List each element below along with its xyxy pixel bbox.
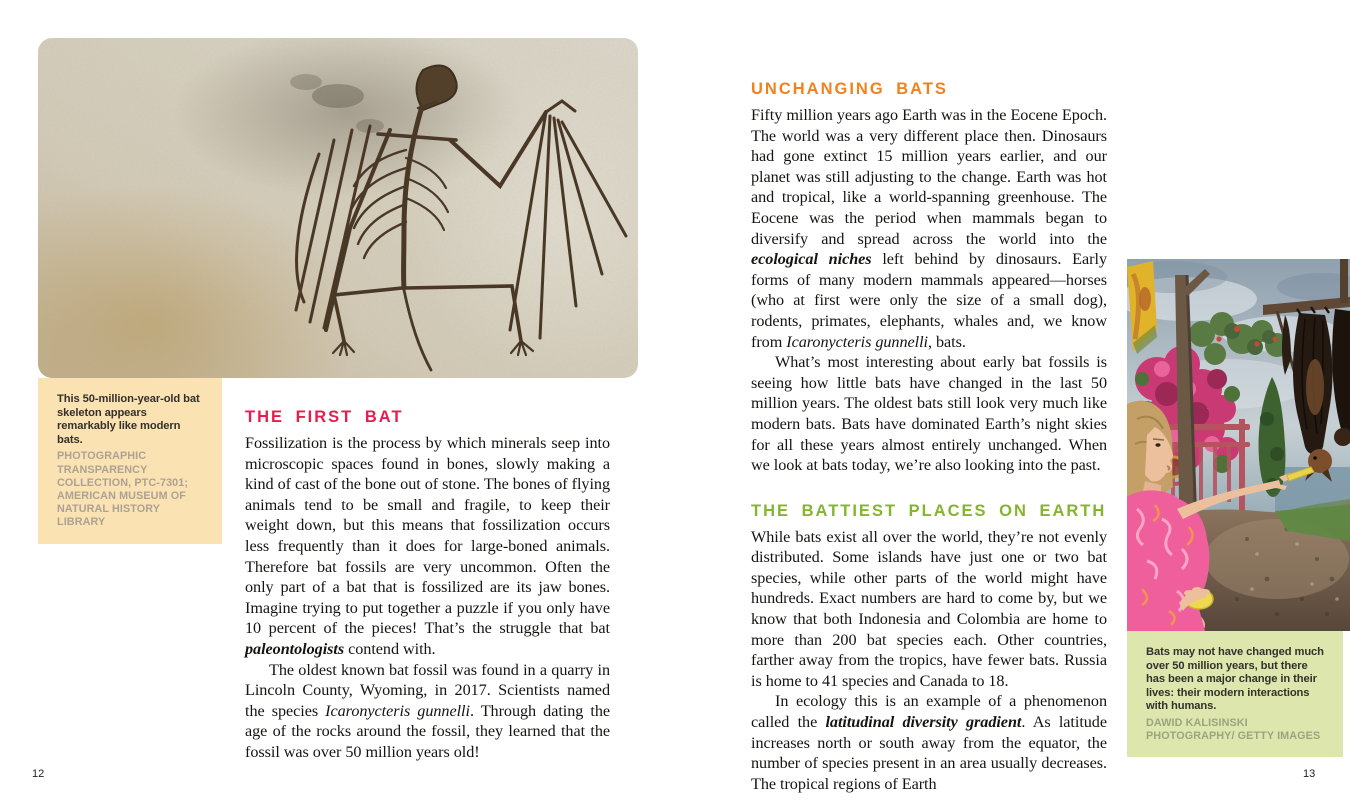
body-paragraph: The oldest known bat fossil was found in a quarry in Lincoln County, Wyoming, in 2017. Scientists named the species Icaronycteris gunnelli. Through dating the age of the rocks around the fossil, they learned that the fossil was over 50 million years old! [245, 660, 611, 761]
section-heading-battiest-places: THE BATTIEST PLACES ON EARTH [751, 501, 1107, 520]
right-text-column [751, 80, 1107, 794]
left-text-column [245, 408, 610, 763]
photo-caption-box [1127, 631, 1343, 757]
body-paragraph: Fifty million years ago Earth was in the Eocene Epoch. The world was a very different place then. Dinosaurs had gone extinct 15 million years earlier, and our planet was still adjusting to the change. Earth was hot and tropical, like a world-spanning greenhouse. The Eocene was the period when mammals began to diversify and spread across the world into the ecological niches left behind by dinosaurs. Early forms of many modern mammals appeared—horses (who at first were only the size of a small dog), rodents, primates, elephants, whales and, we know from Icaronycteris gunnelli, bats. [751, 106, 1107, 351]
page-number-left: 12 [32, 768, 45, 780]
body-paragraph: What’s most interesting about early bat fossils is seeing how little bats have changed in the last 50 million years. The oldest bats still look very much like modern bats. Bats have dominated Earth’s night skies for all these years almost entirely unchanged. When we look at bats today, we’re also looking into the past. [751, 353, 1107, 475]
bat-feeding-photo [1127, 259, 1350, 631]
fossil-illustration [38, 38, 638, 378]
section-heading-unchanging-bats: UNCHANGING BATS [751, 80, 948, 98]
body-paragraph: Fossilization is the process by which minerals seep into microscopic spaces found in bones, slowly making a kind of cast of the bone out of stone. The bones of flying animals tend to be small and fragile, to keep their weight down, but this means that fossilization occurs less frequently than it does for large-boned animals. Therefore bat fossils are very uncommon. Often the only part of a bat that is fossilized are its jaw bones. Imagine trying to put together a puzzle if you only have 10 percent of the pieces! That’s the struggle that bat paleontologists contend with. [245, 434, 610, 658]
section-body-unchanging-bats [751, 105, 1107, 476]
fossil-photo [38, 38, 638, 378]
fossil-caption-credit: PHOTOGRAPHIC TRANSPARENCY COLLECTION, PTC-7301; AMERICAN MUSEUM OF NATURAL HISTORY LIBRARY [57, 450, 189, 529]
section-body-battiest-places [751, 527, 1107, 795]
photo-caption-text: Bats may not have changed much over 50 million years, but there has been a major change in their lives: their modern interactions with humans. [1146, 646, 1324, 713]
body-paragraph: While bats exist all over the world, they’re not evenly distributed. Some islands have just one or two bat species, while other parts of the world might have hundreds. Exact numbers are hard to come by, but we know that both Indonesia and Colombia are home to more than 200 bat species each. Other countries, farther away from the tropics, have fewer bats. Russia is home to 41 species and Canada to 18. [751, 527, 1107, 690]
body-paragraph: In ecology this is an example of a phenomenon called the latitudinal diversity gradient. As latitude increases north or south away from the equator, the number of species present in an area usually decreases. The tropical regions of Earth [751, 692, 1107, 793]
fossil-caption-text: This 50-million-year-old bat skeleton appears remarkably like modern bats. [57, 393, 200, 446]
section-body-the-first-bat [245, 433, 610, 763]
fossil-caption-box [38, 378, 222, 544]
page-number-right: 13 [1303, 768, 1316, 780]
bat-feeding-illustration [1127, 259, 1350, 631]
photo-caption-credit: DAWID KALISINSKI PHOTOGRAPHY/ GETTY IMAGES [1146, 716, 1321, 743]
section-heading-the-first-bat: THE FIRST BAT [245, 408, 404, 426]
